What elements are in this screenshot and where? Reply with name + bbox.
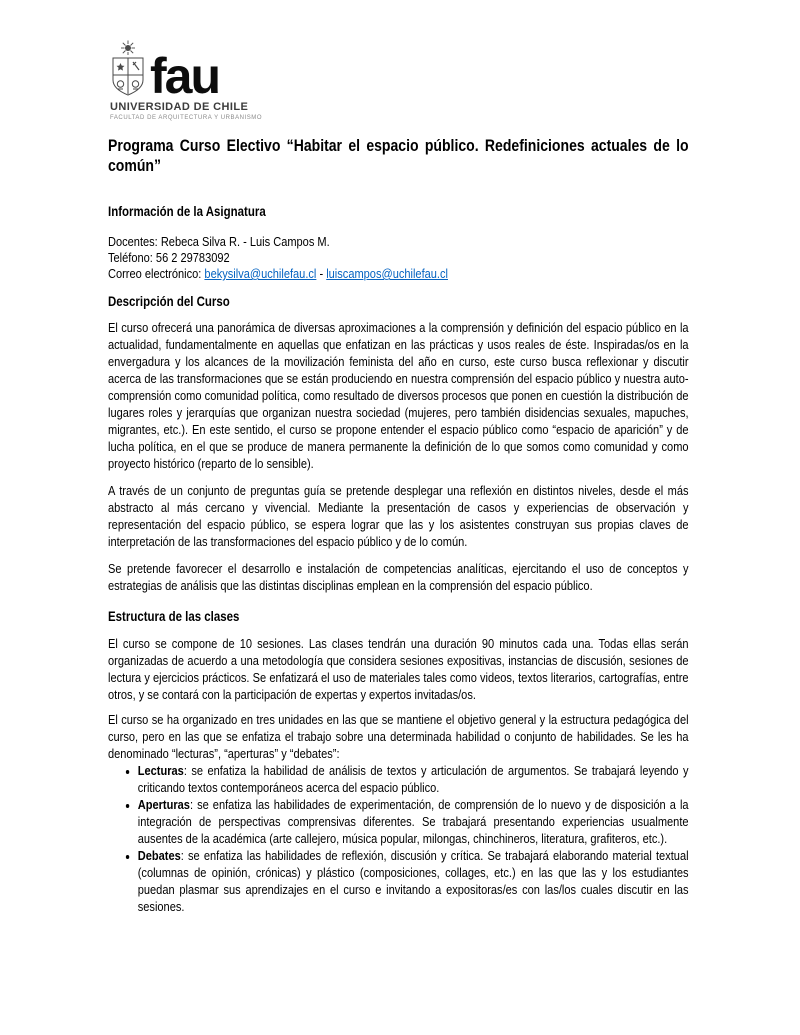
unit-list xyxy=(108,762,689,915)
section-heading-estructura: Estructura de las clases xyxy=(108,609,240,624)
fau-logo xyxy=(110,40,690,122)
aperturas-text: : se enfatiza las habilidades de experimentación, de comprensión de lo nuevo y de disposición a la integración de perspectivas comprensivas diferentes. Se trabajará presentando experiencias usualmente ausentes de la académica (arte callejero, música popular, milongas, chinchineros, literatura, grafiteros, etc.). xyxy=(137,797,689,846)
lecturas-text: : se enfatiza la habilidad de análisis de textos y articulación de argumentos. Se trabajará leyendo y criticando textos contemporáneos acerca del espacio público. xyxy=(137,763,689,795)
correo-line xyxy=(108,266,689,282)
course-info-block xyxy=(108,234,689,282)
estructura-paragraph-1: El curso se compone de 10 sesiones. Las clases tendrán una duración 90 minutos cada una. Todas ellas serán organizadas de acuerdo a una metodología que considera sesiones expositivas, instancias de discusión, sesiones de lectura y ejercicios prácticos. Se enfatizará el uso de materiales tales como videos, textos literarios, cartografías, entre otros, y se contará con la participación de expertas y expertos invitadas/os. xyxy=(108,636,689,702)
debates-text: : se enfatiza las habilidades de reflexión, discusión y crítica. Se trabajará elaborando material textual (columnas de opinión, crónicas) y plástico (composiciones, collages, etc.) en las que las y los estudiantes puedan plasmar sus aprendizajes en el curso e invitando a expositoras/es con las/los cuales discutir en las sesiones. xyxy=(137,848,689,914)
descripcion-paragraph-2: A través de un conjunto de preguntas guía se pretende desplegar una reflexión en distintos niveles, desde el más abstracto al más cercano y vivencial. Mediante la presentación de casos y experiencias de observación y representación del espacio público, se espera lograr que las y los asistentes construyan sus propias claves de interpretación de las transformaciones del espacio público y de lo común. xyxy=(108,483,689,549)
correo-label: Correo electrónico: xyxy=(108,266,205,281)
email-link-bekysilva[interactable]: bekysilva@uchilefau.cl xyxy=(204,266,317,281)
section-heading-descripcion: Descripción del Curso xyxy=(108,294,230,309)
aperturas-term: Aperturas xyxy=(137,797,190,812)
faculty-name: FACULTAD DE ARQUITECTURA Y URBANISMO xyxy=(110,115,263,121)
list-item-lecturas xyxy=(138,762,689,796)
email-separator: - xyxy=(316,266,327,281)
list-item-debates xyxy=(138,847,689,915)
list-item-aperturas xyxy=(138,796,689,847)
debates-term: Debates xyxy=(137,848,181,863)
email-link-luiscampos[interactable]: luiscampos@uchilefau.cl xyxy=(326,266,448,281)
document-body xyxy=(108,137,689,915)
universidad-de-chile-crest-icon xyxy=(110,40,146,98)
university-name: UNIVERSIDAD DE CHILE xyxy=(110,101,249,113)
docentes-line: Docentes: Rebeca Silva R. - Luis Campos M. xyxy=(108,234,330,249)
section-heading-informacion: Información de la Asignatura xyxy=(108,204,266,219)
telefono-line: Teléfono: 56 2 29783092 xyxy=(108,250,230,265)
descripcion-paragraph-3: Se pretende favorecer el desarrollo e instalación de competencias analíticas, ejercitando el uso de conceptos y estrategias de análisis que las distintas disciplinas emplean en la comprensión del espacio público. xyxy=(108,561,689,593)
course-title: Programa Curso Electivo “Habitar el espacio público. Redefiniciones actuales de lo común” xyxy=(108,137,689,175)
descripcion-paragraph-1: El curso ofrecerá una panorámica de diversas aproximaciones a la comprensión y definición del espacio público en la actualidad, fundamentalmente en aquellas que enfatizan en las prácticas y usos reales de éste. Inspiradas/os en la envergadura y los alcances de la movilización feminista del año en curso, este curso busca reflexionar y discutir acerca de las transformaciones que se están produciendo en nuestra comprensión del espacio público y nuestra auto-comprensión como comunidad política, como resultado de diversos procesos que ponen en cuestión la distribución de lugares roles y jerarquías que organizan nuestra sociedad (mujeres, pero también disidencias sexuales, mapuches, migrantes, etc.). En este sentido, el curso se propone entender el espacio público como “espacio de aparición” y de lucha política, en el que se produce de manera permanente la definición de lo que somos como comunidad y como proyecto histórico (reparto de lo sensible). xyxy=(108,320,689,471)
lecturas-term: Lecturas xyxy=(137,763,184,778)
estructura-paragraph-2: El curso se ha organizado en tres unidades en las que se mantiene el objetivo general y la estructura pedagógica del curso, pero en las que se enfatiza el trabajo sobre una determinada habilidad o conjunto de habilidades. Se les ha denominado “lecturas”, “aperturas” y “debates”: xyxy=(108,712,689,761)
fau-logo-wordmark: fau xyxy=(150,48,219,104)
